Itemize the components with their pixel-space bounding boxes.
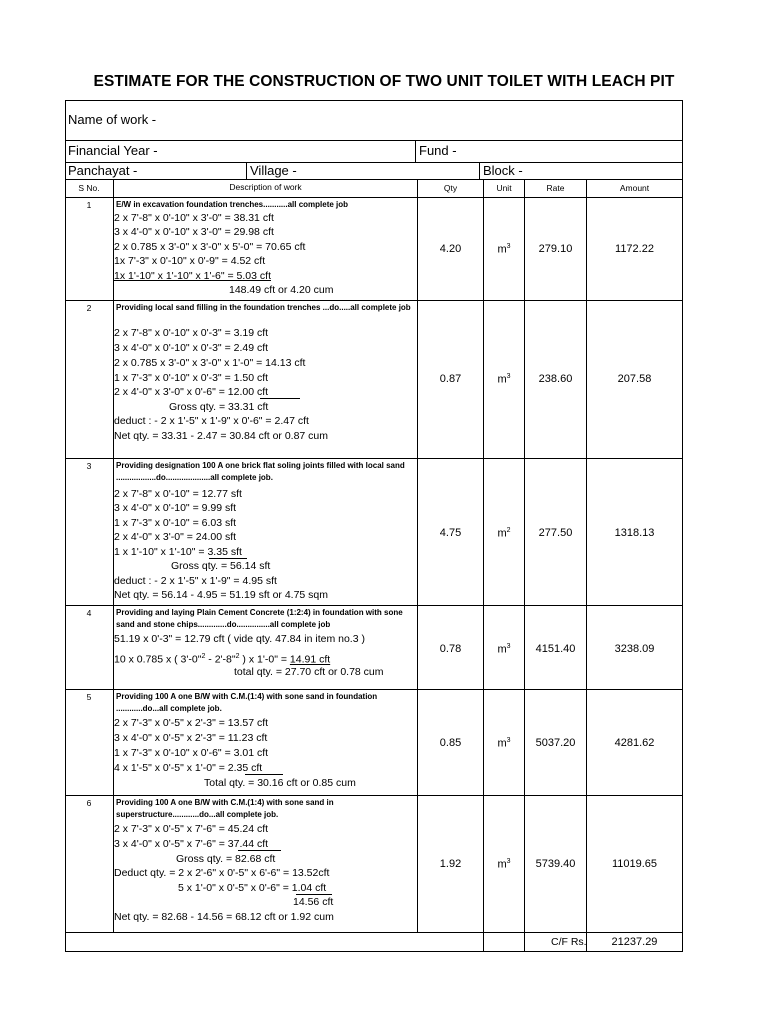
item-rate: 279.10 (538, 243, 573, 255)
calc-line: 3 x 4'-0" x 0'-5" x 2'-3" = 11.23 cft (114, 732, 268, 744)
item-unit: $m^3$ (497, 243, 511, 256)
divider (65, 140, 683, 141)
row-divider (65, 605, 683, 606)
calc-line: 2 x 7'-8" x 0'-10" x 0'-3" = 3.19 cft (114, 327, 269, 339)
divider (246, 162, 247, 179)
calc-total: 148.49 cft or 4.20 cum (229, 284, 334, 296)
item-rate: 238.60 (538, 373, 573, 385)
gross-qty: Gross qty. = 56.14 sft (171, 560, 271, 572)
row-divider (65, 795, 683, 796)
item-rate: 277.50 (538, 527, 573, 539)
item-qty: 1.92 (439, 858, 462, 870)
item-description: Providing designation 100 A one brick flat soling joints filled with local sand ..................do....................all complete job. (116, 461, 405, 482)
item-unit: $m^2$ (497, 527, 511, 540)
divider (586, 179, 587, 952)
item-sno: 1 (86, 200, 92, 210)
item-rate: 5739.40 (535, 858, 576, 870)
calc-line: 2 x 4'-0" x 3'-0" = 24.00 sft (114, 531, 237, 543)
calc-line (114, 385, 268, 399)
divider (524, 179, 525, 952)
row-divider (65, 458, 683, 459)
item-amount: 4281.62 (614, 737, 655, 749)
calc-line-end: ) x 1'-0" = (239, 653, 290, 666)
deduct-line: 5 x 1'-0" x 0'-5" x 0'-6" = 1.04 cft (178, 882, 327, 894)
item-amount: 1172.22 (615, 243, 654, 255)
calc-line-start: 2 x 4'-0" x 3'-0" x 0'-6" = 12.00 cft (114, 386, 269, 398)
calc-line: 10 x 0.785 x ( 3'-0"$^2$ - 2'-8"$^2$ ) x 1'-0" = 14.91 cft (114, 653, 331, 666)
calc-line-value: 14.91 cft (289, 653, 331, 666)
row-divider (65, 932, 683, 933)
name-of-work-label: Name of work - (68, 112, 157, 127)
calc-line: 1 x 7'-3" x 0'-10" x 0'-3" = 1.50 cft (114, 372, 269, 384)
col-header-sno: S No. (78, 183, 100, 193)
item-sno: 4 (86, 608, 92, 618)
block-label: Block - (483, 163, 523, 178)
deduct-line: deduct : - 2 x 1'-5" x 1'-9" = 4.95 sft (114, 575, 277, 587)
carried-forward-amount: 21237.29 (611, 936, 658, 948)
calc-line: 4 x 1'-5" x 0'-5" x 1'-0" = 2.35 cft (114, 762, 263, 774)
table-border-top (65, 100, 683, 101)
item-description: Providing local sand filling in the foundation trenches ...do.....all complete job (116, 303, 411, 312)
net-qty: Net qty. = 56.14 - 4.95 = 51.19 sft or 4.75 sqm (114, 589, 329, 601)
col-header-unit: Unit (496, 183, 512, 193)
item-description: Providing and laying Plain Cement Concrete (1:2:4) in foundation with sone sand and stone chips.............do...............all complete job (116, 608, 403, 629)
estimate-table (65, 100, 683, 952)
underline (260, 398, 300, 399)
calc-line: 2 x 7'-3" x 0'-5" x 7'-6" = 45.24 cft (114, 823, 269, 835)
divider (65, 197, 683, 198)
calc-line: 2 x 0.785 x 3'-0" x 3'-0" x 1'-0" = 14.13 cft (114, 357, 306, 369)
carried-forward-label: C/F Rs. (551, 936, 587, 948)
item-sno: 2 (86, 303, 92, 313)
deduct-line: Deduct qty. = 2 x 2'-6" x 0'-5" x 6'-6" = 13.52cft (114, 867, 330, 879)
calc-line: 1 x 7'-3" x 0'-10" x 0'-6" = 3.01 cft (114, 747, 269, 759)
item-qty: 0.85 (439, 737, 462, 749)
item-unit: $m^3$ (497, 373, 511, 386)
item-qty: 4.75 (439, 527, 462, 539)
col-header-description: Description of work (229, 182, 302, 192)
divider (65, 162, 683, 163)
total-qty: Total qty. = 30.16 cft or 0.85 cum (204, 777, 356, 789)
calc-line: 2 x 7'-8" x 0'-10" x 3'-0" = 38.31 cft (114, 212, 274, 224)
calc-line: 2 x 7'-8" x 0'-10" = 12.77 sft (114, 488, 242, 500)
calc-line-mid: - 2'-8" (205, 653, 236, 666)
divider (65, 179, 683, 180)
item-amount: 1318.13 (614, 527, 655, 539)
total-qty: total qty. = 27.70 cft or 0.78 cum (234, 666, 384, 678)
page-title: ESTIMATE FOR THE CONSTRUCTION OF TWO UNIT TOILET WITH LEACH PIT (93, 73, 675, 90)
table-border-right (682, 100, 683, 952)
underline (209, 558, 247, 559)
item-qty: 0.87 (439, 373, 462, 385)
calc-line: 3 x 4'-0" x 0'-10" x 0'-3" = 2.49 cft (114, 342, 269, 354)
gross-qty: Gross qty. = 82.68 cft (176, 853, 276, 865)
item-unit: $m^3$ (497, 737, 511, 750)
calc-line: 1x 7'-3" x 0'-10" x 0'-9" = 4.52 cft (114, 255, 266, 267)
divider (483, 179, 484, 952)
calc-line: 3 x 4'-0" x 0'-10" x 3'-0" = 29.98 cft (114, 226, 274, 238)
deduct-total: 14.56 cft (293, 896, 334, 908)
panchayat-label: Panchayat - (68, 163, 138, 178)
item-amount: 207.58 (617, 373, 652, 385)
item-rate: 5037.20 (535, 737, 576, 749)
underline (245, 774, 283, 775)
calc-line: 51.19 x 0'-3" = 12.79 cft ( vide qty. 47.84 in item no.3 ) (114, 633, 365, 645)
calc-line: 2 x 7'-3" x 0'-5" x 2'-3" = 13.57 cft (114, 717, 269, 729)
item-unit: $m^3$ (497, 858, 511, 871)
table-border-left (65, 100, 66, 952)
divider (417, 179, 418, 932)
item-description: Providing 100 A one B/W with C.M.(1:4) with sone sand in superstructure............do...all complete job. (116, 798, 334, 819)
gross-qty: Gross qty. = 33.31 cft (169, 401, 269, 413)
table-border-bottom (65, 951, 683, 952)
divider (479, 162, 480, 179)
calc-line: 2 x 0.785 x 3'-0" x 3'-0" x 5'-0" = 70.65 cft (114, 241, 306, 253)
item-sno: 6 (86, 798, 92, 808)
underline (296, 894, 332, 895)
item-qty: 4.20 (439, 243, 462, 255)
col-header-rate: Rate (546, 183, 565, 193)
calc-line: 3 x 4'-0" x 0'-5" x 7'-6" = 37.44 cft (114, 838, 269, 850)
item-amount: 11019.65 (611, 858, 658, 870)
item-sno: 3 (86, 461, 92, 471)
item-description: Providing 100 A one B/W with C.M.(1:4) with sone sand in foundation ............do...all complete job. (116, 692, 378, 713)
village-label: Village - (250, 163, 297, 178)
underline (238, 850, 281, 851)
net-qty: Net qty. = 33.31 - 2.47 = 30.84 cft or 0.87 cum (114, 430, 329, 442)
calc-line: 1x 1'-10" x 1'-10" x 1'-6" = 5.03 cft (114, 270, 271, 282)
item-rate: 4151.40 (535, 643, 576, 655)
calc-line: 1 x 1'-10" x 1'-10" = 3.35 sft (114, 546, 242, 558)
col-header-amount: Amount (619, 183, 650, 193)
item-description: E/W in excavation foundation trenches...........all complete job (116, 200, 349, 209)
calc-line: 3 x 4'-0" x 0'-10" = 9.99 sft (114, 502, 237, 514)
col-header-qty: Qty (443, 183, 458, 193)
financial-year-label: Financial Year - (68, 143, 158, 158)
calc-line-start: 10 x 0.785 x ( 3'-0" (114, 653, 202, 666)
deduct-line: deduct : - 2 x 1'-5" x 1'-9" x 0'-6" = 2.47 cft (114, 415, 309, 427)
item-sno: 5 (86, 692, 92, 702)
calc-line: 1 x 7'-3" x 0'-10" = 6.03 sft (114, 517, 237, 529)
item-qty: 0.78 (439, 643, 462, 655)
item-unit: $m^3$ (497, 643, 511, 656)
fund-label: Fund - (419, 143, 457, 158)
divider (415, 140, 416, 162)
row-divider (65, 300, 683, 301)
net-qty: Net qty. = 82.68 - 14.56 = 68.12 cft or 1.92 cum (114, 911, 334, 923)
row-divider (65, 689, 683, 690)
item-amount: 3238.09 (614, 643, 655, 655)
